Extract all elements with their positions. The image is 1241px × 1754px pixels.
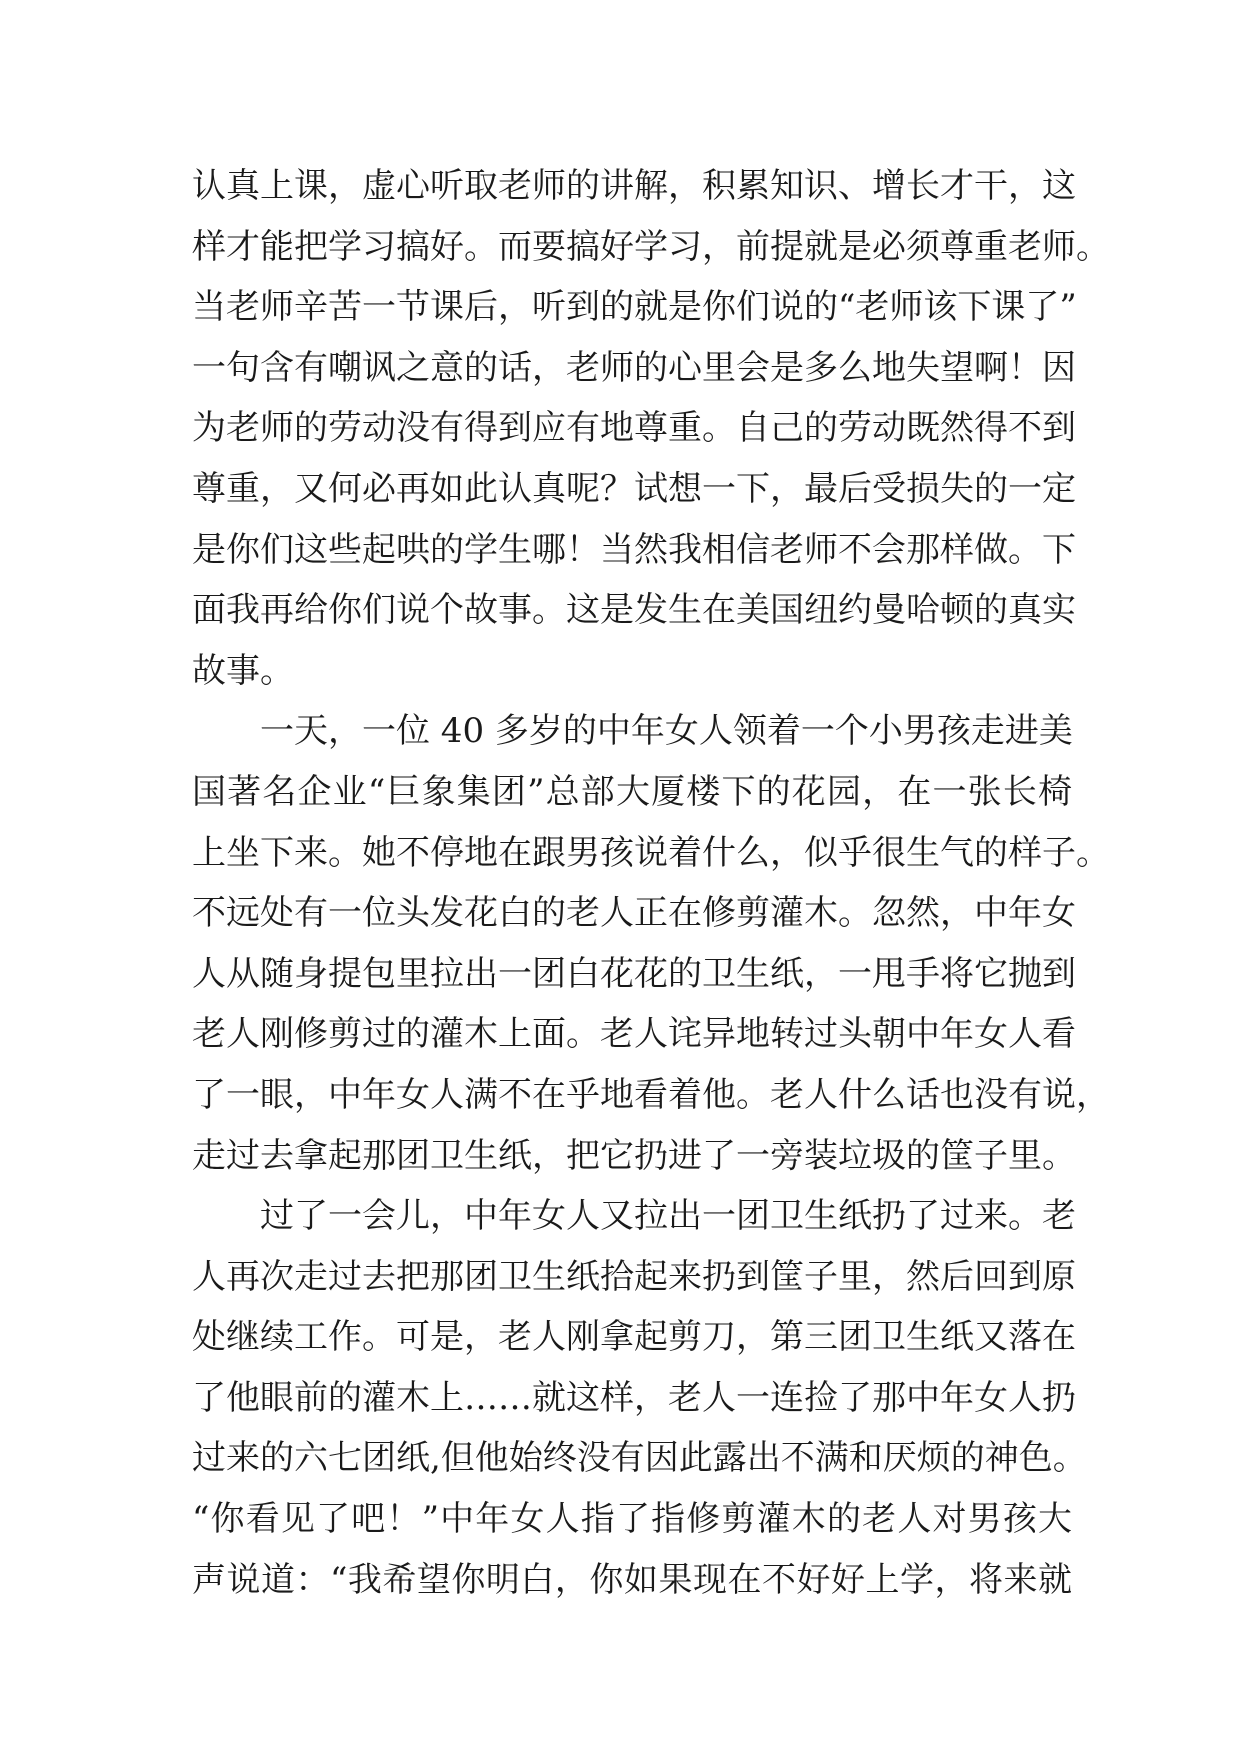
text-line: 样才能把学习搞好。而要搞好学习，前提就是必须尊重老师。: [192, 226, 1110, 267]
paragraph-first-line: 过了一会儿，中年女人又拉出一团卫生纸扔了过来。老: [260, 1196, 1076, 1237]
text-line: 为老师的劳动没有得到应有地尊重。自己的劳动既然得不到: [192, 408, 1076, 449]
text-line: 认真上课，虚心听取老师的讲解，积累知识、增长才干，这: [192, 166, 1076, 206]
text-line: 面我再给你们说个故事。这是发生在美国纽约曼哈顿的真实: [192, 590, 1076, 631]
text-line: 故事。: [192, 650, 294, 691]
paragraph-first-line: 一天，一位 40 多岁的中年女人领着一个小男孩走进美: [260, 711, 1073, 752]
body-text: [192, 156, 1110, 1610]
text-line: 人再次走过去把那团卫生纸拾起来扔到筐子里，然后回到原: [192, 1256, 1076, 1297]
text-line: 一句含有嘲讽之意的话，老师的心里会是多么地失望啊！因: [192, 347, 1076, 388]
text-line: 当老师辛苦一节课后，听到的就是你们说的“老师该下课了”: [192, 287, 1077, 328]
text-line: 声说道：“我希望你明白，你如果现在不好好上学，将来就: [192, 1559, 1072, 1600]
text-line: 了一眼，中年女人满不在乎地看着他。老人什么话也没有说，: [192, 1074, 1110, 1115]
text-line: 是你们这些起哄的学生哪！当然我相信老师不会那样做。下: [192, 529, 1076, 570]
text-line: 不远处有一位头发花白的老人正在修剪灌木。忽然，中年女: [192, 893, 1076, 934]
text-line: 老人刚修剪过的灌木上面。老人诧异地转过头朝中年女人看: [192, 1014, 1076, 1055]
text-line: 过来的六七团纸,但他始终没有因此露出不满和厌烦的神色。: [192, 1438, 1087, 1479]
text-line: 处继续工作。可是，老人刚拿起剪刀，第三团卫生纸又落在: [192, 1317, 1076, 1358]
text-line: 尊重，又何必再如此认真呢？试想一下，最后受损失的一定: [192, 468, 1076, 509]
text-line: 了他眼前的灌木上……就这样，老人一连捡了那中年女人扔: [192, 1377, 1076, 1418]
text-line: “你看见了吧！”中年女人指了指修剪灌木的老人对男孩大: [192, 1499, 1072, 1540]
text-line: 上坐下来。她不停地在跟男孩说着什么，似乎很生气的样子。: [192, 832, 1110, 873]
text-line: 国著名企业“巨象集团”总部大厦楼下的花园，在一张长椅: [192, 771, 1072, 812]
text-line: 走过去拿起那团卫生纸，把它扔进了一旁装垃圾的筐子里。: [192, 1135, 1076, 1176]
text-line: 人从随身提包里拉出一团白花花的卫生纸，一甩手将它抛到: [192, 953, 1076, 994]
